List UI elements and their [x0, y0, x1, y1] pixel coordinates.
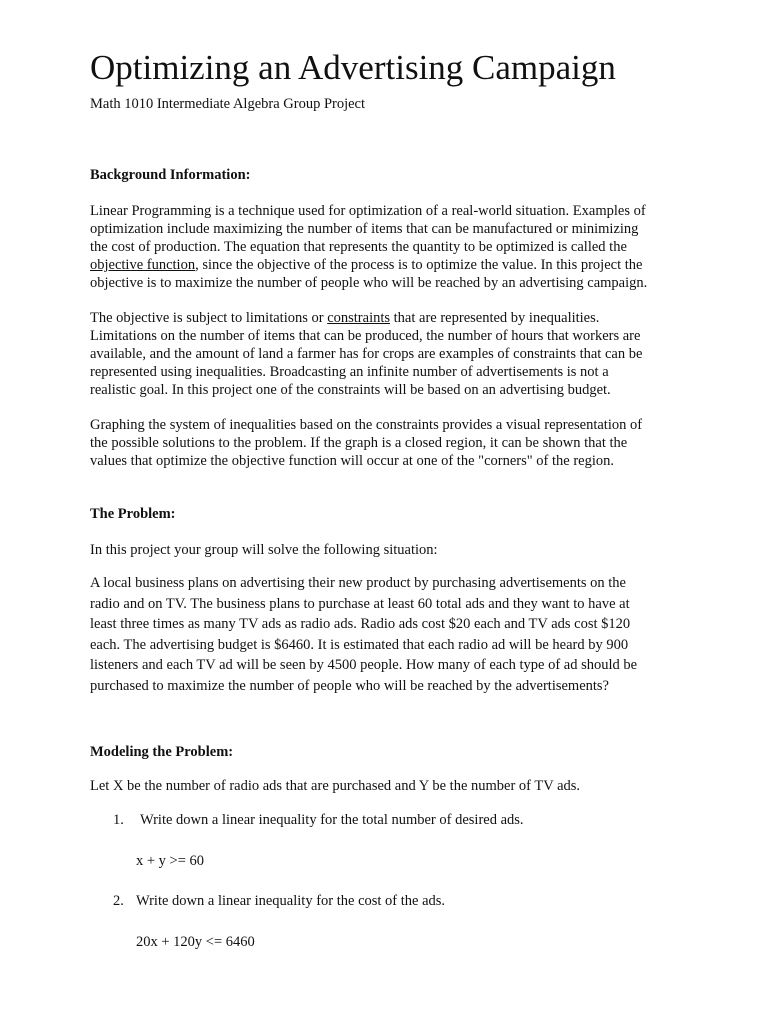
problem-intro: [90, 541, 690, 559]
text-line: least three times as many TV ads as radio ads. Radio ads cost $20 each and TV ads cost $120: [90, 616, 631, 633]
text-line: listeners and each TV ad will be seen by 4500 people. How many of each type of ad should be: [90, 657, 638, 674]
document-subtitle: Math 1010 Intermediate Algebra Group Project: [90, 96, 366, 112]
text-line: the possible solutions to the problem. If the graph is a closed region, it can be shown that the: [90, 435, 628, 451]
list-item-text: Write down a linear inequality for the total number of desired ads.: [140, 812, 524, 828]
text-line: purchased to maximize the number of people who will be reached by the advertisements?: [90, 677, 609, 694]
term-objective-function: objective function: [90, 257, 196, 273]
modeling-intro: [90, 777, 690, 795]
text-line: values that optimize the objective function will occur at one of the "corners" of the region.: [90, 453, 614, 469]
background-heading: Background Information:: [90, 167, 251, 183]
list-item-number: 1.: [113, 812, 124, 828]
problem-heading: The Problem:: [90, 506, 176, 522]
document-title: Optimizing an Advertising Campaign: [90, 48, 616, 87]
text-line: the cost of production. The equation that represents the quantity to be optimized is called the: [90, 239, 627, 255]
text-line: available, and the amount of land a farmer has for crops are examples of constraints that can be: [90, 346, 643, 362]
text-segment: that are represented by inequalities.: [390, 310, 600, 326]
list-item-number: 2.: [113, 893, 124, 909]
text-line: radio and on TV. The business plans to purchase at least 60 total ads and they want to have at: [90, 595, 630, 612]
background-paragraph-1: [90, 202, 690, 292]
text-line: [90, 309, 690, 327]
background-paragraph-3: [90, 416, 690, 470]
text-line: Limitations on the number of items that can be produced, the number of hours that workers are: [90, 328, 641, 344]
text-line: In this project your group will solve the following situation:: [90, 542, 438, 558]
text-line: Linear Programming is a technique used for optimization of a real-world situation. Examples of: [90, 203, 646, 219]
text-line: Graphing the system of inequalities based on the constraints provides a visual representation of: [90, 417, 643, 433]
text-segment: , since the objective of the process is to optimize the value. In this project the: [195, 257, 643, 273]
text-line: A local business plans on advertising their new product by purchasing advertisements on the: [90, 575, 626, 591]
answer-text: x + y >= 60: [136, 853, 205, 869]
background-paragraph-2: [90, 309, 690, 399]
problem-paragraph: [90, 573, 690, 697]
text-line: optimization include maximizing the number of items that can be manufactured or minimizing: [90, 221, 639, 237]
text-line: [90, 256, 690, 274]
text-line: represented using inequalities. Broadcasting an infinite number of advertisements is not a: [90, 364, 609, 380]
answer-text: 20x + 120y <= 6460: [136, 934, 255, 950]
text-line: Let X be the number of radio ads that are purchased and Y be the number of TV ads.: [90, 778, 581, 794]
term-constraints: constraints: [327, 310, 391, 326]
list-item-text: Write down a linear inequality for the cost of the ads.: [136, 893, 446, 909]
text-line: realistic goal. In this project one of the constraints will be based on an advertising budget.: [90, 382, 611, 398]
modeling-heading: Modeling the Problem:: [90, 744, 234, 760]
text-line: each. The advertising budget is $6460. It is estimated that each radio ad will be heard by 900: [90, 636, 629, 653]
text-line: objective is to maximize the number of people who will be reached by an advertising campaign.: [90, 275, 648, 291]
text-segment: The objective is subject to limitations or: [90, 310, 328, 326]
